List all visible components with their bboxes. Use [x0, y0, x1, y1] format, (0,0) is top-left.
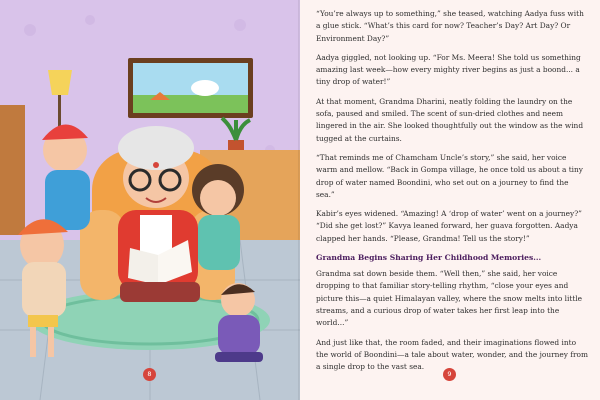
grandma [118, 126, 200, 302]
paragraph: And just like that, the room faded, and their imaginations flowed into the world of Boondini—a tale about water, wonder, and the journey from a single drop to the vast sea. [316, 337, 588, 372]
wall-picture [128, 58, 253, 118]
story-text [316, 8, 588, 380]
page-number-left: 8 [143, 368, 156, 381]
paragraph: Kabir’s eyes widened. “Amazing! A ‘drop of water’ went on a journey?” “Did she get lost?” Kavya leaned forward, her guava forgotten. Aadya clapped her hands. “Please, Grandma! Tell us the story!” [316, 209, 582, 243]
paragraph: Aadya giggled, not looking up. “For Ms. Meera! She told us something amazing last week—how every mighty river begins as just a boond... a tiny drop of water!” [316, 52, 581, 87]
section-heading: Grandma Begins Sharing Her Childhood Memories... [316, 253, 542, 263]
boy-cap [42, 124, 90, 230]
paragraph: “You’re always up to something,” she teased, watching Aadya fuss with a glue stick. “What’s this card for now? Teacher’s Day? Art Day? Or Environment Day?” [316, 9, 584, 43]
page-number-right: 9 [443, 368, 456, 381]
paragraph: “That reminds me of Chamcham Uncle’s story,” she said, her voice warm and mellow. “Back in Gompa village, he once told us about a tiny drop of water named Boondini, who set out on a journey to find the sea.” [316, 152, 583, 199]
right-page [300, 0, 600, 400]
paragraph: At that moment, Grandma Dharini, neatly folding the laundry on the sofa, paused and smiled. The scent of sun-dried clothes and neem lingered in the air. She looked thoughtfully out the window as the wind tugged at the curtains. [316, 96, 584, 143]
paragraph: Grandma sat down beside them. “Well then,” she said, her voice dropping to that familiar story-telling rhythm, “close your eyes and picture this—a quiet Himalayan valley, where the snow melts into little streams, and a curious drop of water takes her first leap into the world...” [316, 269, 583, 328]
